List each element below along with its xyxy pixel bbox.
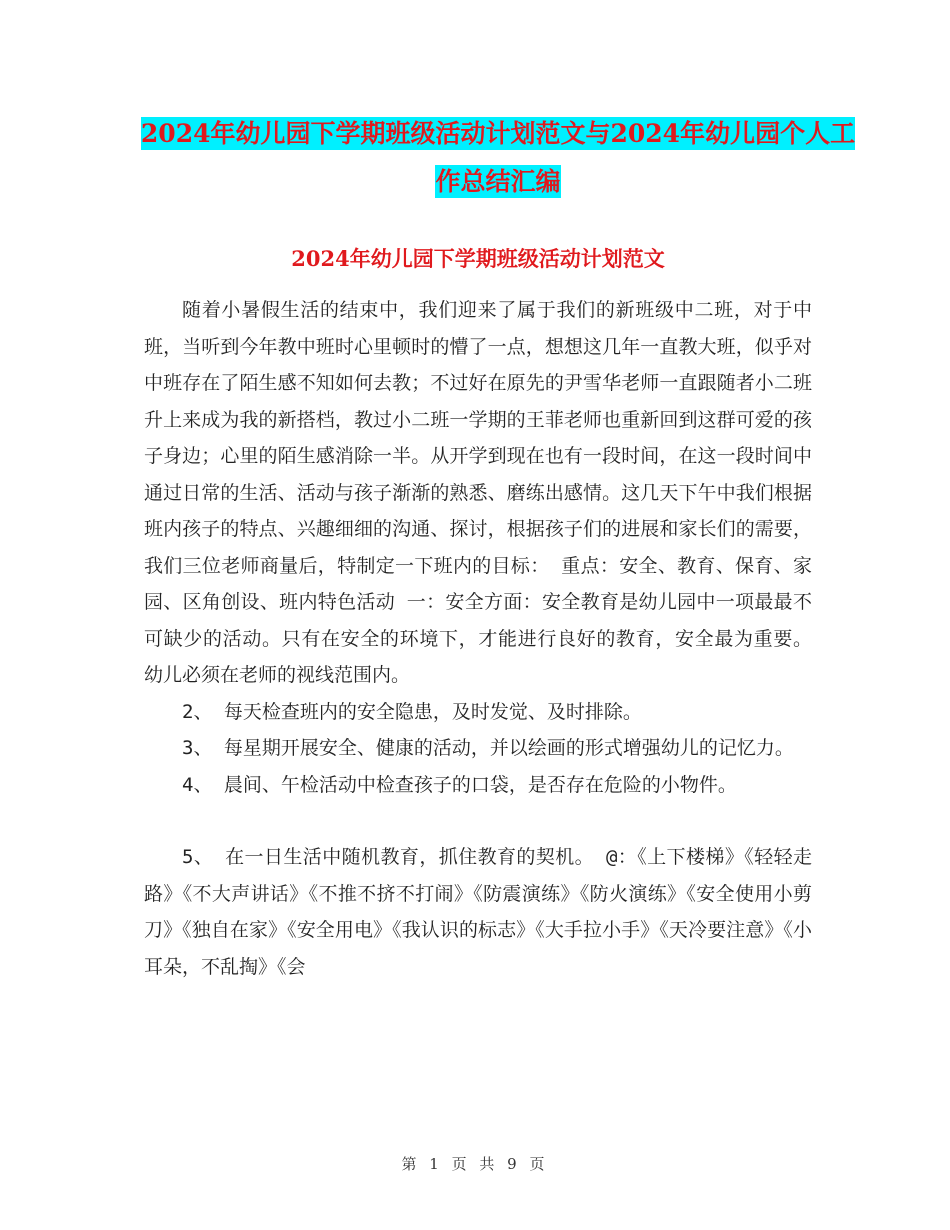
document-title-text: 2024年幼儿园下学期班级活动计划范文与2024年幼儿园个人工作总结汇编 <box>140 119 856 196</box>
paragraph-item-5: 5、 在一日生活中随机教育，抓住教育的契机。 @：《上下楼梯》《轻轻走路》《不大声讲话》《不推不挤不打闹》《防震演练》《防火演练》《安全使用小剪刀》《独自在家》《安全用电》《我认识的标志》《大手拉小手》《天冷要注意》《小耳朵，不乱掏》《会 <box>144 846 812 978</box>
paragraph-spacer <box>144 803 812 839</box>
page-footer: 第 1 页 共 9 页 <box>401 1155 549 1173</box>
paragraph-item-4: 4、 晨间、午检活动中检查孩子的口袋，是否存在危险的小物件。 <box>182 773 737 796</box>
document-body <box>144 292 812 985</box>
section-title: 2024年幼儿园下学期班级活动计划范文 <box>291 246 665 271</box>
paragraph-item-3: 3、 每星期开展安全、健康的活动，并以绘画的形式增强幼儿的记忆力。 <box>182 737 794 759</box>
paragraph-item-2: 2、 每天检查班内的安全隐患，及时发觉、及时排除。 <box>182 700 642 723</box>
paragraph-intro: 随着小暑假生活的结束中，我们迎来了属于我们的新班级中二班，对于中班，当听到今年教中班时心里顿时的懵了一点，想想这几年一直教大班，似乎对中班存在了陌生感不知如何去教；不过好在原先的尹雪华老师一直跟随者小二班升上来成为我的新搭档，教过小二班一学期的王菲老师也重新回到这群可爱的孩子身边；心里的陌生感消除一半。从开学到现在也有一段时间，在这一段时间中通过日常的生活、活动与孩子渐渐的熟悉、磨练出感情。这几天下午中我们根据班内孩子的特点、兴趣细细的沟通、探讨，根据孩子们的进展和家长们的需要，我们三位老师商量后，特制定一下班内的目标： 重点：安全、教育、保育、家园、区角创设、班内特色活动 一：安全方面：安全教育是幼儿园中一项最最不可缺少的活动。只有在安全的环境下，才能进行良好的教育，安全最为重要。 幼儿必须在老师的视线范围内。 <box>144 299 812 686</box>
document-title <box>140 110 856 206</box>
